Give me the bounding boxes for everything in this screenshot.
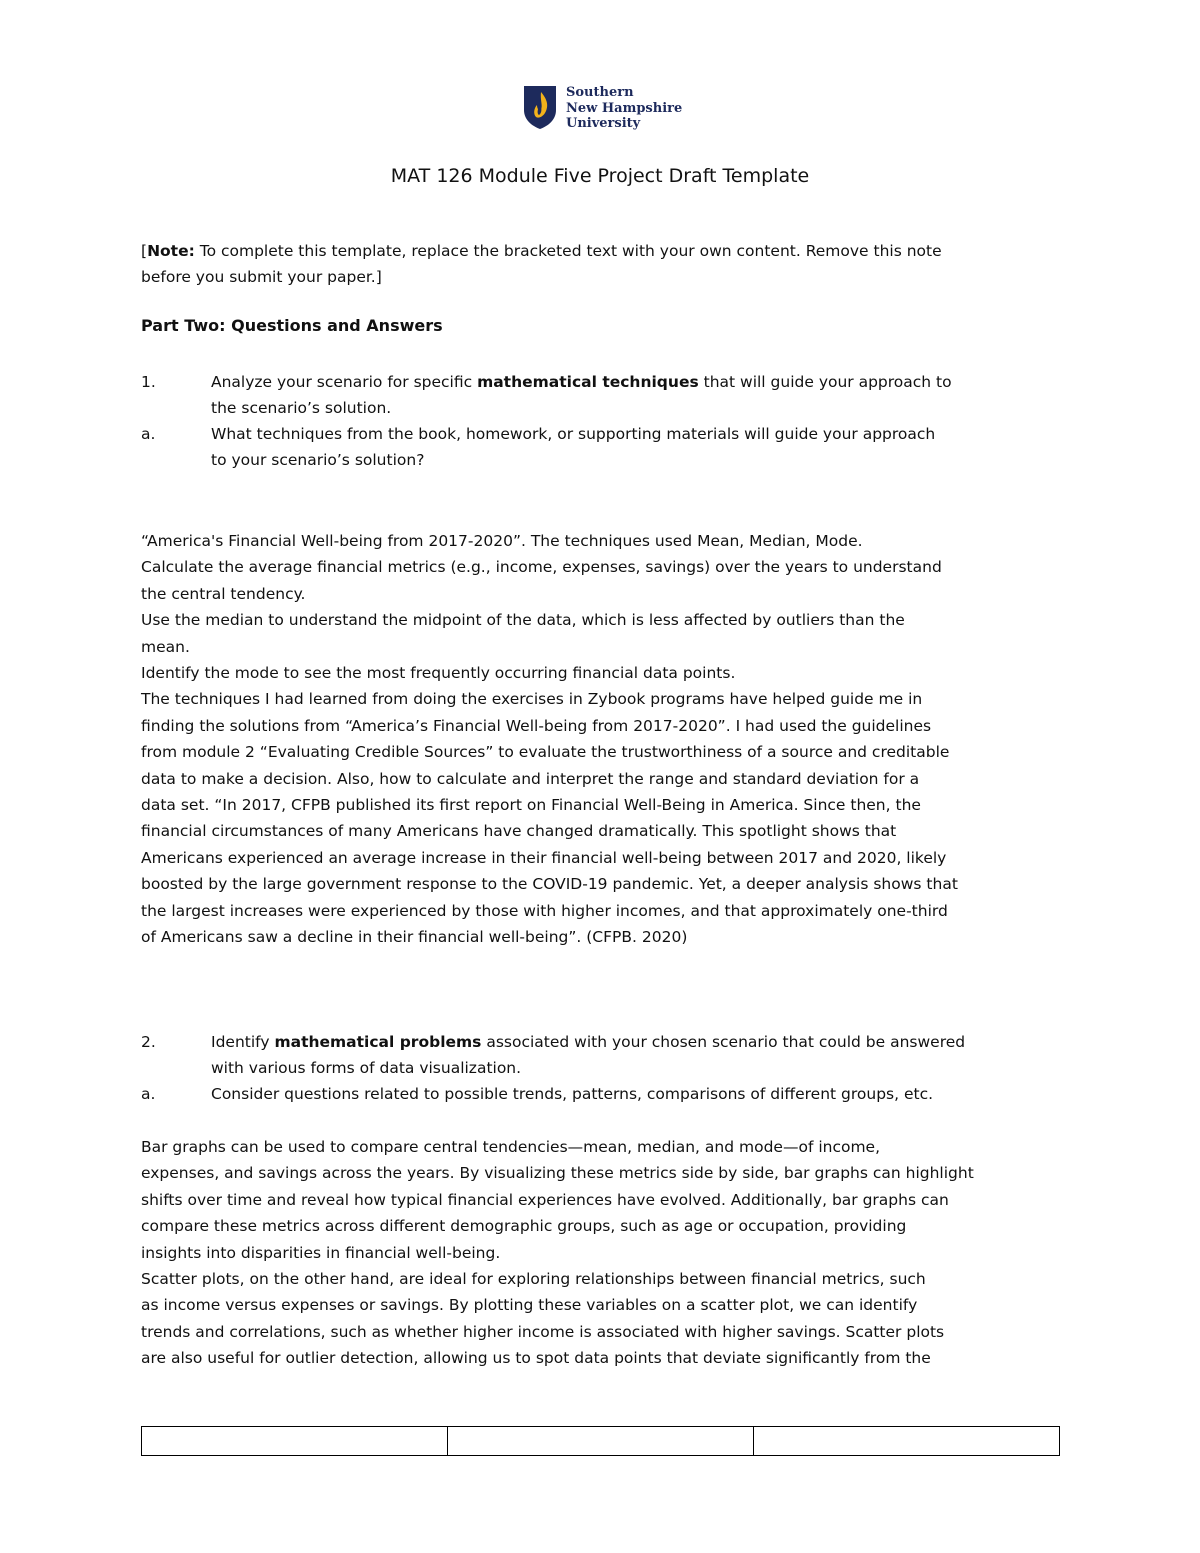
paragraph-line: insights into disparities in financial well-being. xyxy=(141,1243,501,1262)
question-1a-line-2: to your scenario’s solution? xyxy=(211,451,425,470)
paragraph-line: as income versus expenses or savings. By plotting these variables on a scatter plot, we can identify xyxy=(141,1296,918,1315)
question-2-post: associated with your chosen scenario that could be answered xyxy=(481,1033,966,1051)
paragraph-line: compare these metrics across different demographic groups, such as age or occupation, providing xyxy=(141,1217,907,1236)
note-line-1 xyxy=(141,238,1061,264)
note-label: Note: xyxy=(147,242,195,260)
template-note xyxy=(141,238,1061,291)
paragraph-line: finding the solutions from “America’s Financial Well-being from 2017-2020”. I had used the guidelines xyxy=(141,716,932,735)
paragraph-line: data set. “In 2017, CFPB published its first report on Financial Well-Being in America. Since then, the xyxy=(141,796,921,815)
section-heading: Part Two: Questions and Answers xyxy=(141,316,443,335)
logo-wordmark xyxy=(566,85,682,132)
paragraph-line: are also useful for outlier detection, allowing us to spot data points that deviate significantly from the xyxy=(141,1349,931,1368)
table-row xyxy=(142,1427,1060,1456)
table-cell xyxy=(142,1427,448,1456)
empty-table xyxy=(141,1426,1060,1456)
question-1-pre: Analyze your scenario for specific xyxy=(211,373,478,391)
logo-line-1: Southern xyxy=(566,85,634,100)
document-title: MAT 126 Module Five Project Draft Template xyxy=(390,165,810,187)
paragraph-line: financial circumstances of many Americans have changed dramatically. This spotlight shows that xyxy=(141,822,897,841)
paragraph-line: mean. xyxy=(141,637,190,656)
question-2-bold: mathematical problems xyxy=(274,1033,482,1051)
answer-1 xyxy=(141,528,1061,951)
paragraph-line: of Americans saw a decline in their financial well-being”. (CFPB. 2020) xyxy=(141,928,688,947)
logo-line-2: New Hampshire xyxy=(566,100,683,116)
note-line-2: before you submit your paper.] xyxy=(141,268,382,287)
flame-shield-icon xyxy=(522,84,558,130)
paragraph-line: Identify the mode to see the most frequently occurring financial data points. xyxy=(141,664,736,683)
paragraph-line: expenses, and savings across the years. By visualizing these metrics side by side, bar graphs can highlight xyxy=(141,1164,974,1183)
question-1-text xyxy=(211,369,1061,422)
question-1-line-1 xyxy=(211,369,1061,395)
question-2a-letter: a. xyxy=(141,1085,156,1103)
question-2a-text xyxy=(211,1081,1061,1107)
question-1a-text xyxy=(211,421,1061,474)
paragraph-line: Americans experienced an average increase in their financial well-being between 2017 and 2020, likely xyxy=(141,848,947,867)
university-logo xyxy=(522,84,692,134)
paragraph-line: the central tendency. xyxy=(141,584,306,603)
question-1-number: 1. xyxy=(141,373,156,391)
paragraph-line: boosted by the large government response to the COVID-19 pandemic. Yet, a deeper analysis shows that xyxy=(141,875,958,894)
logo-line-3: University xyxy=(566,116,641,131)
table-cell xyxy=(754,1427,1060,1456)
question-1-post: that will guide your approach to xyxy=(698,373,952,391)
question-2-text xyxy=(211,1029,1061,1082)
paragraph-line: Use the median to understand the midpoint of the data, which is less affected by outliers than the xyxy=(141,611,905,630)
answer-2 xyxy=(141,1134,1061,1372)
paragraph-line: trends and correlations, such as whether higher income is associated with higher savings. Scatter plots xyxy=(141,1322,945,1341)
paragraph-line: Scatter plots, on the other hand, are ideal for exploring relationships between financial metrics, such xyxy=(141,1270,926,1289)
paragraph-line: from module 2 “Evaluating Credible Sources” to evaluate the trustworthiness of a source and creditable xyxy=(141,743,950,762)
table-cell xyxy=(448,1427,754,1456)
question-1a-letter: a. xyxy=(141,425,156,443)
question-2-line-2: with various forms of data visualization. xyxy=(211,1059,522,1078)
paragraph-line: data to make a decision. Also, how to calculate and interpret the range and standard deviation for a xyxy=(141,769,920,788)
question-1-bold: mathematical techniques xyxy=(477,373,699,391)
question-1a-line-1: What techniques from the book, homework, or supporting materials will guide your approach xyxy=(211,425,936,443)
paragraph-line: Calculate the average financial metrics (e.g., income, expenses, savings) over the years to understand xyxy=(141,558,942,577)
paragraph-line: Bar graphs can be used to compare central tendencies—mean, median, and mode—of income, xyxy=(141,1138,881,1156)
note-text: To complete this template, replace the bracketed text with your own content. Remove this note xyxy=(194,242,942,260)
question-2-line-1 xyxy=(211,1029,1061,1055)
question-2-number: 2. xyxy=(141,1033,156,1051)
question-2-pre: Identify xyxy=(211,1033,275,1051)
paragraph-line: “America's Financial Well-being from 2017-2020”. The techniques used Mean, Median, Mode. xyxy=(141,532,863,550)
note-bracket: [ xyxy=(141,242,148,260)
question-1-line-2: the scenario’s solution. xyxy=(211,399,392,418)
question-2a-line-1: Consider questions related to possible trends, patterns, comparisons of different groups, etc. xyxy=(211,1085,934,1103)
paragraph-line: shifts over time and reveal how typical financial experiences have evolved. Additionally, bar graphs can xyxy=(141,1190,949,1209)
paragraph-line: the largest increases were experienced by those with higher incomes, and that approximately one-third xyxy=(141,901,948,920)
paragraph-line: The techniques I had learned from doing the exercises in Zybook programs have helped guide me in xyxy=(141,690,923,709)
